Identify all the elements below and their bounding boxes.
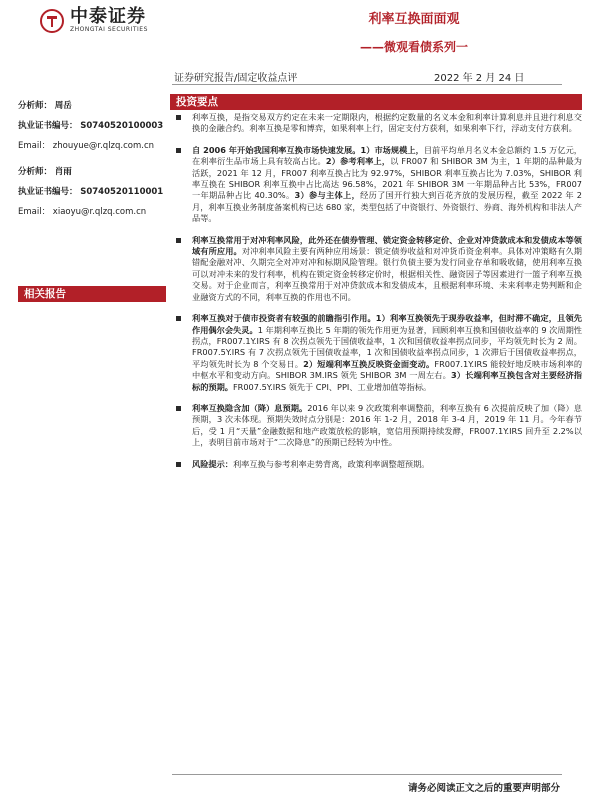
cert-label: 执业证书编号：	[18, 187, 78, 197]
analyst-1-cert	[18, 116, 168, 136]
paragraph-hedging-usage: 利率互换常用于对冲利率风险，此外还在债券管理、锁定资金转移定价、企业对冲贷款成本和发债成本等领域有所应用。对冲利率风险主要有两种应用场景：锁定债券收益和对冲货币资金利率。具体对冲策略有久期错配金融对冲、久期完全对冲对冲和标期风险管理。银行负债主要为发行同业存单和吸收储，使用利率互换可以对冲未来的发行利率，机构在锁定资金转移定价时，根据相关性、融资因子等因素进行一篮子利率互换交易。对于企业而言，利率互换常用于对冲贷款成本和发债成本，且根据利率环境、未来利率走势判断和企业融资方式的不同，利率互换的作用也不同。	[170, 235, 582, 303]
footer-disclaimer: 请务必阅读正文之后的重要声明部分	[407, 783, 560, 794]
bullet-icon	[176, 115, 181, 120]
related-reports-header: 相关报告	[18, 286, 166, 302]
email-link[interactable]: xiaoyu@r.qlzq.com.cn	[52, 207, 147, 217]
bullet-icon	[176, 462, 181, 467]
bullet-icon	[176, 148, 181, 153]
company-logo	[40, 8, 148, 33]
paragraph-market-development: 自 2006 年开始我国利率互换市场快速发展。1）市场规模上，目前平均单月名义本金总额约 1.5 万亿元，在利率衍生品市场上具有较高占比。2）参考利率上，以 FR007 和 SHIBOR 3M 为主，1 年期的品种最为活跃，2021 年 12 月，FR007 利率互换占比为 92.97%，SHIBOR 利率互换占比为 7.03%，SHIBOR 利率互换在 SHIBOR 利率互换中占比高达 96.58%，2021 年 SHIBOR 3M 一年期品种占比 53%，FR007 一年期品种占比 40.30%。3）参与主体上，经历了国开行独大到百花齐放的发展历程，截至 2022 年 2 月，利率互换业务制度备案机构已达 680 家，类型包括了中资银行、外资银行、券商、海外机构和非法人产品等。	[170, 145, 582, 225]
report-type: 证券研究报告/固定收益点评	[174, 73, 298, 84]
bullet-icon	[176, 316, 181, 321]
analyst-name: 肖雨	[54, 167, 72, 177]
report-subtitle: ——微观看债系列一	[359, 40, 468, 54]
paragraph-definition: 利率互换，是指交易双方约定在未来一定期限内，根据约定数量的名义本金和利率计算利息并且进行利息交换的金融合约。利率互换是零和博弈，如果利率上行，固定支付方获利，如果利率下行，浮动支付方获利。	[170, 112, 582, 135]
cert-value: S0740520110001	[80, 187, 164, 197]
email-label: Email：	[18, 207, 51, 217]
analyst-1-email	[18, 136, 168, 156]
key-points-header: 投资要点	[170, 94, 582, 110]
email-label: Email：	[18, 141, 51, 151]
key-points-body	[170, 108, 582, 470]
analyst-sidebar	[18, 96, 168, 222]
bullet-icon	[176, 238, 181, 243]
report-date: 2022 年 2 月 24 日	[434, 73, 525, 84]
logo-text-cn: 中泰证券	[70, 6, 146, 27]
analyst-1	[18, 96, 168, 116]
analyst-2-cert	[18, 182, 168, 202]
footer-divider	[172, 774, 562, 775]
analyst-label: 分析师：	[18, 101, 53, 111]
paragraph-rate-expectations: 利率互换隐含加（降）息预期。2016 年以来 9 次政策利率调整前，利率互换有 6 次提前反映了加（降）息预期，3 次未体现。预期失效时点分别是：2016 年 1-2 月，2018 年 3-4 月，2019 年 11 月。今年春节后，受 1 月“天量”金融数据和地产政策放松的影响，宽信用预期持续发酵，FR007.1Y.IRS 回升至 2.2%以上，表明目前市场对于“二次降息”的预期已经转为中性。	[170, 403, 582, 449]
header-divider	[172, 84, 562, 85]
analyst-name: 周岳	[54, 101, 72, 111]
email-link[interactable]: zhouyue@r.qlzq.com.cn	[52, 141, 155, 151]
analyst-label: 分析师：	[18, 167, 53, 177]
logo-text-en: ZHONGTAI SECURITIES	[70, 26, 148, 33]
cert-label: 执业证书编号：	[18, 121, 78, 131]
paragraph-forward-guidance: 利率互换对于债市投资者有较强的前瞻指引作用。1）利率互换领先于现券收益率，但时滞不确定，且领先作用偶尔会失灵。1 年期利率互换比 5 年期的领先作用更为显著，回顾利率互换和国债收益率的 9 次周期性拐点，FR007.1Y.IRS 有 8 次拐点领先于国债收益率，1 次和国债收益率拐点同步，平均领先时长为 2 周。FR007.5Y.IRS 有 7 次拐点领先于国债收益率，1 次和国债收益率拐点同步，1 次滞后于国债收益率拐点，平均领先时长为 8 个交易日。2）短端利率互换反映资金面变动。FR007.1Y.IRS 能较好地反映市场利率的中枢水平和变动方向。SHIBOR 3M.IRS 领先 SHIBOR 3M 一周左右。3）长端利率互换包含对主要经济指标的预期。FR007.5Y.IRS 领先于 CPI、PPI、工业增加值等指标。	[170, 313, 582, 393]
analyst-2	[18, 162, 168, 182]
bullet-icon	[176, 406, 181, 411]
cert-value: S0740520100003	[80, 121, 164, 131]
zhongtai-logo-icon	[40, 9, 64, 33]
paragraph-risk-warning: 风险提示：利率互换与参考利率走势背离，政策利率调整超预期。	[170, 459, 582, 470]
analyst-2-email	[18, 202, 168, 222]
report-title: 利率互换面面观	[368, 12, 460, 27]
